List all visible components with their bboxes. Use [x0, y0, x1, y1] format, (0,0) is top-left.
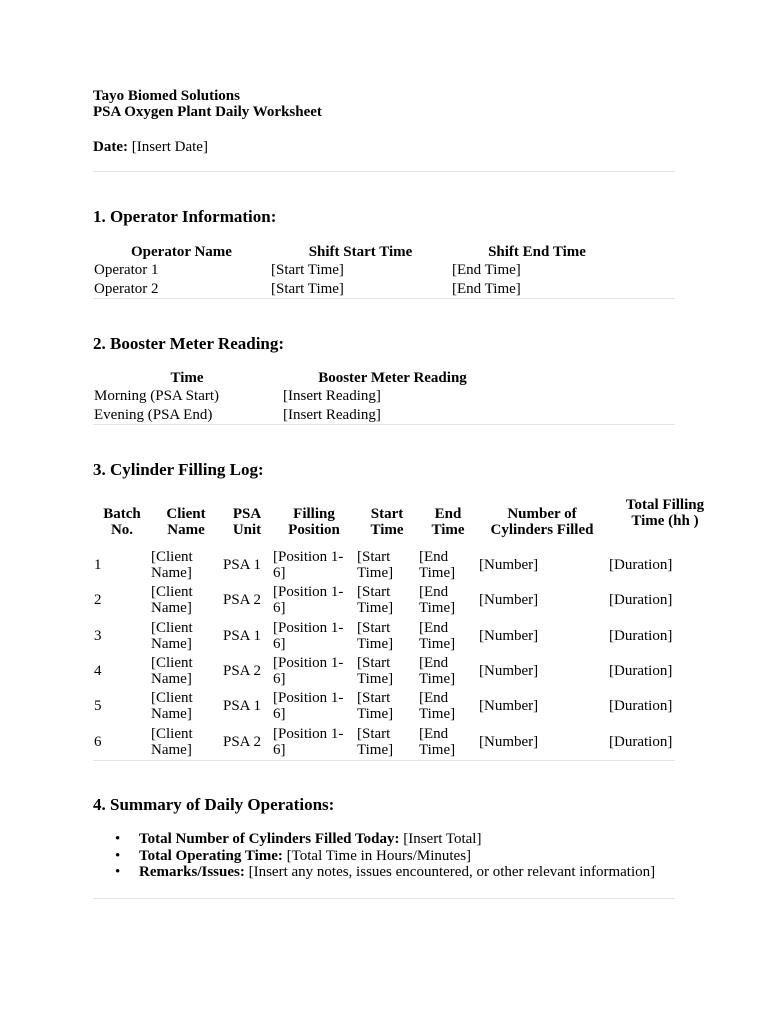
summary-section-heading: 4. Summary of Daily Operations: — [93, 795, 335, 814]
end-time-cell[interactable]: [End Time] — [419, 690, 456, 723]
summary-label: Remarks/Issues: — [139, 864, 245, 880]
start-time-cell[interactable]: [Start Time] — [357, 584, 394, 617]
summary-item-remarks — [139, 864, 655, 881]
cylinders-count-cell[interactable]: [Number] — [479, 592, 539, 609]
end-time-cell[interactable]: [End Time] — [419, 549, 456, 581]
psa-unit-cell: PSA 1 — [223, 627, 261, 644]
shift-end-cell[interactable]: [End Time] — [452, 281, 521, 297]
summary-label: Total Number of Cylinders Filled Today: — [139, 831, 400, 847]
psa-unit-cell: PSA 2 — [223, 662, 261, 679]
filling-position-cell[interactable]: [Position 1-6] — [273, 619, 344, 652]
cylinder-col-start: Start Time — [370, 506, 404, 538]
psa-unit-cell: PSA 1 — [223, 698, 261, 715]
cylinder-col-position: Filling Position — [288, 506, 340, 538]
table-bottom-rule — [93, 424, 675, 425]
end-time-cell[interactable]: [End Time] — [419, 725, 456, 758]
start-time-cell[interactable]: [Start Time] — [357, 654, 394, 687]
summary-item-total — [139, 831, 655, 848]
cylinders-count-cell[interactable]: [Number] — [479, 627, 539, 644]
start-time-cell[interactable]: [Start Time] — [357, 725, 394, 758]
duration-cell[interactable]: [Duration] — [609, 733, 673, 750]
shift-end-cell[interactable]: [End Time] — [452, 262, 521, 278]
summary-label: Total Operating Time: — [139, 847, 283, 864]
operator-name-cell[interactable]: Operator 1 — [94, 262, 159, 278]
batch-no-cell: 5 — [94, 698, 102, 715]
duration-cell[interactable]: [Duration] — [609, 557, 673, 573]
cylinder-col-client: Client Name — [166, 506, 206, 538]
operator-col-start: Shift Start Time — [308, 244, 413, 260]
batch-no-cell: 1 — [94, 557, 102, 573]
cylinder-col-duration: Total Filling Time (hh ) — [625, 497, 705, 529]
cylinder-section-heading: 3. Cylinder Filling Log: — [93, 460, 264, 479]
filling-position-cell[interactable]: [Position 1-6] — [273, 690, 344, 723]
end-time-cell[interactable]: [End Time] — [419, 584, 456, 617]
booster-col-reading: Booster Meter Reading — [318, 370, 467, 386]
cylinders-count-cell[interactable]: [Number] — [479, 557, 539, 573]
cylinder-col-count: Number of Cylinders Filled — [490, 506, 594, 538]
summary-value[interactable]: [Total Time in Hours/Minutes] — [286, 847, 472, 864]
batch-no-cell: 3 — [94, 627, 102, 644]
booster-time-cell: Morning (PSA Start) — [94, 388, 220, 404]
client-name-cell[interactable]: [Client Name] — [151, 725, 193, 758]
operator-col-name: Operator Name — [131, 244, 232, 260]
document-title: PSA Oxygen Plant Daily Worksheet — [93, 104, 322, 120]
summary-value[interactable]: [Insert Total] — [403, 831, 482, 847]
filling-position-cell[interactable]: [Position 1-6] — [273, 549, 344, 581]
company-name: Tayo Biomed Solutions — [93, 88, 240, 104]
operator-name-cell[interactable]: Operator 2 — [94, 281, 159, 297]
booster-time-cell: Evening (PSA End) — [94, 407, 213, 423]
date-label: Date: — [93, 139, 128, 155]
table-bottom-rule — [93, 298, 675, 299]
cylinder-col-unit: PSA Unit — [232, 506, 262, 538]
end-time-cell[interactable]: [End Time] — [419, 654, 456, 687]
cylinder-col-end: End Time — [431, 506, 465, 538]
booster-reading-cell[interactable]: [Insert Reading] — [283, 388, 381, 404]
booster-section-heading: 2. Booster Meter Reading: — [93, 334, 285, 353]
psa-unit-cell: PSA 1 — [223, 557, 261, 573]
duration-cell[interactable]: [Duration] — [609, 592, 673, 609]
psa-unit-cell: PSA 2 — [223, 733, 261, 750]
date-line — [93, 139, 208, 156]
start-time-cell[interactable]: [Start Time] — [357, 690, 394, 723]
duration-cell[interactable]: [Duration] — [609, 662, 673, 679]
operator-section-heading: 1. Operator Information: — [93, 207, 277, 226]
client-name-cell[interactable]: [Client Name] — [151, 549, 193, 581]
client-name-cell[interactable]: [Client Name] — [151, 690, 193, 723]
duration-cell[interactable]: [Duration] — [609, 698, 673, 715]
divider — [93, 898, 675, 899]
batch-no-cell: 4 — [94, 662, 102, 679]
booster-reading-cell[interactable]: [Insert Reading] — [283, 407, 381, 423]
filling-position-cell[interactable]: [Position 1-6] — [273, 654, 344, 687]
table-bottom-rule — [93, 760, 675, 761]
operator-col-end: Shift End Time — [488, 244, 586, 260]
cylinders-count-cell[interactable]: [Number] — [479, 698, 539, 715]
cylinders-count-cell[interactable]: [Number] — [479, 733, 539, 750]
batch-no-cell: 2 — [94, 592, 102, 609]
filling-position-cell[interactable]: [Position 1-6] — [273, 584, 344, 617]
cylinder-col-batch: Batch No. — [103, 506, 141, 538]
psa-unit-cell: PSA 2 — [223, 592, 261, 609]
batch-no-cell: 6 — [94, 733, 102, 750]
summary-item-time — [139, 848, 655, 865]
shift-start-cell[interactable]: [Start Time] — [271, 262, 344, 278]
divider — [93, 171, 675, 172]
filling-position-cell[interactable]: [Position 1-6] — [273, 725, 344, 758]
end-time-cell[interactable]: [End Time] — [419, 619, 456, 652]
booster-col-time: Time — [170, 370, 204, 386]
cylinders-count-cell[interactable]: [Number] — [479, 662, 539, 679]
shift-start-cell[interactable]: [Start Time] — [271, 281, 344, 297]
summary-value[interactable]: [Insert any notes, issues encountered, or other relevant information] — [248, 864, 656, 880]
date-value[interactable]: [Insert Date] — [131, 139, 208, 155]
client-name-cell[interactable]: [Client Name] — [151, 619, 193, 652]
summary-list — [93, 831, 655, 881]
duration-cell[interactable]: [Duration] — [609, 627, 673, 644]
client-name-cell[interactable]: [Client Name] — [151, 654, 193, 687]
client-name-cell[interactable]: [Client Name] — [151, 584, 193, 617]
start-time-cell[interactable]: [Start Time] — [357, 619, 394, 652]
start-time-cell[interactable]: [Start Time] — [357, 549, 394, 581]
